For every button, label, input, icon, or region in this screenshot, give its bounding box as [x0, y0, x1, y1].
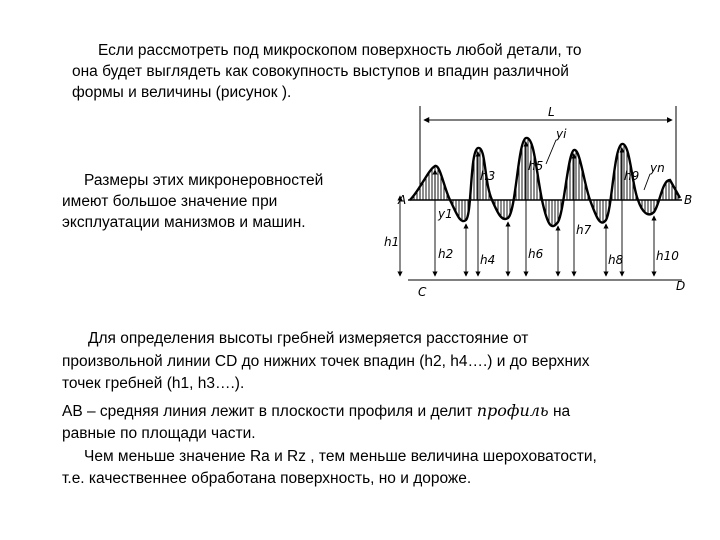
body-line-4-start: АВ – средняя линия лежит в плоскости профиля и делит — [62, 402, 473, 420]
body-line-4-italic: профиль — [476, 400, 549, 420]
sizes-line-2: имеют большое значение при — [62, 193, 278, 210]
label-h5: h5 — [528, 159, 544, 173]
label-h3: h3 — [480, 169, 496, 183]
label-h10: h10 — [656, 249, 679, 263]
label-L: L — [548, 105, 555, 119]
label-yn: yn — [650, 161, 665, 175]
label-h8: h8 — [608, 253, 624, 267]
sizes-line-1: Размеры этих микронеровностей — [84, 172, 324, 189]
label-h4: h4 — [480, 253, 496, 267]
label-B: B — [684, 193, 693, 207]
sizes-line-3: эксплуатации манизмов и машин. — [62, 214, 306, 231]
body-line-5: равные по площади части. — [62, 425, 256, 442]
body-line-7: т.е. качественнее обработана поверхность, но и дороже. — [62, 470, 472, 487]
body-line-6: Чем меньше значение Ra и Rz , тем меньше величина шероховатости, — [84, 447, 597, 465]
label-y1: y1 — [438, 207, 453, 221]
label-h9: h9 — [624, 169, 640, 183]
body-paragraph — [62, 328, 662, 491]
label-A: A — [398, 193, 407, 207]
sizes-paragraph — [62, 170, 362, 233]
label-C: C — [418, 285, 427, 299]
body-line-1: Для определения высоты гребней измеряется расстояние от — [88, 330, 529, 347]
body-line-2: произвольной линии CD до нижних точек впадин (h2, h4….) и до верхних — [62, 352, 590, 370]
intro-line-2: она будет выглядеть как совокупность выступов и впадин различной — [72, 63, 569, 80]
label-D: D — [676, 279, 686, 293]
intro-paragraph — [72, 40, 632, 103]
label-h2: h2 — [438, 247, 454, 261]
label-h1: h1 — [384, 235, 400, 249]
body-line-3: точек гребней (h1, h3….). — [62, 375, 245, 392]
intro-line-3: формы и величины (рисунок ). — [72, 84, 292, 101]
body-line-4-end: на — [552, 402, 571, 420]
label-yi: yi — [556, 127, 567, 141]
intro-line-1: Если рассмотреть под микроскопом поверхность любой детали, то — [98, 42, 582, 59]
label-h7: h7 — [576, 223, 592, 237]
roughness-profile-figure — [380, 100, 700, 300]
label-h6: h6 — [528, 247, 544, 261]
